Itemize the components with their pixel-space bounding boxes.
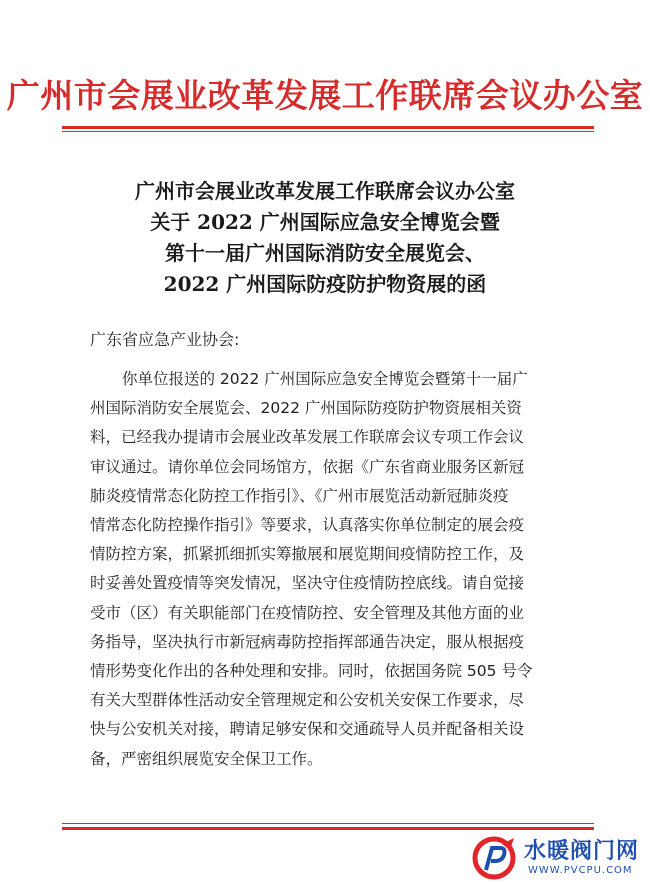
body-line: 有关大型群体性活动安全管理规定和公安机关安保工作要求，尽 <box>90 691 525 710</box>
header-thick-rule <box>62 126 594 129</box>
body-line: 料，已经我办提请市会展业改革发展工作联席会议专项工作会议 <box>90 428 525 447</box>
title-line: 广州市会展业改革发展工作联席会议办公室 <box>135 179 515 203</box>
body-line: 州国际消防安全展览会、2022 广州国际防疫防护物资展相关资 <box>90 399 522 418</box>
letterhead-org-name: 广州市会展业改革发展工作联席会议办公室 <box>6 76 644 115</box>
footer-thin-rule <box>62 823 594 824</box>
salutation: 广东省应急产业协会: <box>90 330 240 349</box>
title-line: 关于 2022 广州国际应急安全博览会暨 <box>150 210 500 234</box>
watermark-site-name: 水暖阀门网 <box>524 839 640 864</box>
body-line: 情防控方案，抓紧抓细抓实筹撤展和展览期间疫情防控工作，及 <box>90 545 525 564</box>
body-line: 时妥善处置疫情等突发情况，坚决守住疫情防控底线。请自觉接 <box>90 574 525 593</box>
body-line: 备，严密组织展览安全保卫工作。 <box>90 749 323 768</box>
body-line: 情常态化防控操作指引》等要求，认真落实你单位制定的展会疫 <box>90 516 525 535</box>
body-line: 你单位报送的 2022 广州国际应急安全博览会暨第十一届广 <box>122 370 528 388</box>
body-line: 快与公安机关对接，聘请足够安保和交通疏导人员并配备相关设 <box>90 720 525 739</box>
header-thin-rule <box>62 131 594 132</box>
document-title <box>0 176 650 300</box>
body-paragraph <box>90 365 580 774</box>
watermark-logo-icon <box>472 836 518 880</box>
title-line: 第十一届广州国际消防安全展览会、 <box>165 241 485 265</box>
body-line: 肺炎疫情常态化防控工作指引》、《广州市展览活动新冠肺炎疫 <box>90 486 509 505</box>
title-line: 2022 广州国际防疫防护物资展的函 <box>163 272 487 296</box>
body-line: 受市（区）有关职能部门在疫情防控、安全管理及其他方面的业 <box>90 603 525 622</box>
body-line: 审议通过。请你单位会同场馆方，依据《广东省商业服务区新冠 <box>90 457 525 476</box>
body-line: 情形势变化作出的各种处理和安排。同时，依据国务院 505 号令 <box>90 662 533 681</box>
site-watermark <box>472 832 650 884</box>
footer-thick-rule <box>62 827 594 830</box>
watermark-url: WWW.PVCPU.COM <box>528 865 633 876</box>
body-line: 务指导，坚决执行市新冠病毒防控指挥部通告决定，服从根据疫 <box>90 632 525 651</box>
